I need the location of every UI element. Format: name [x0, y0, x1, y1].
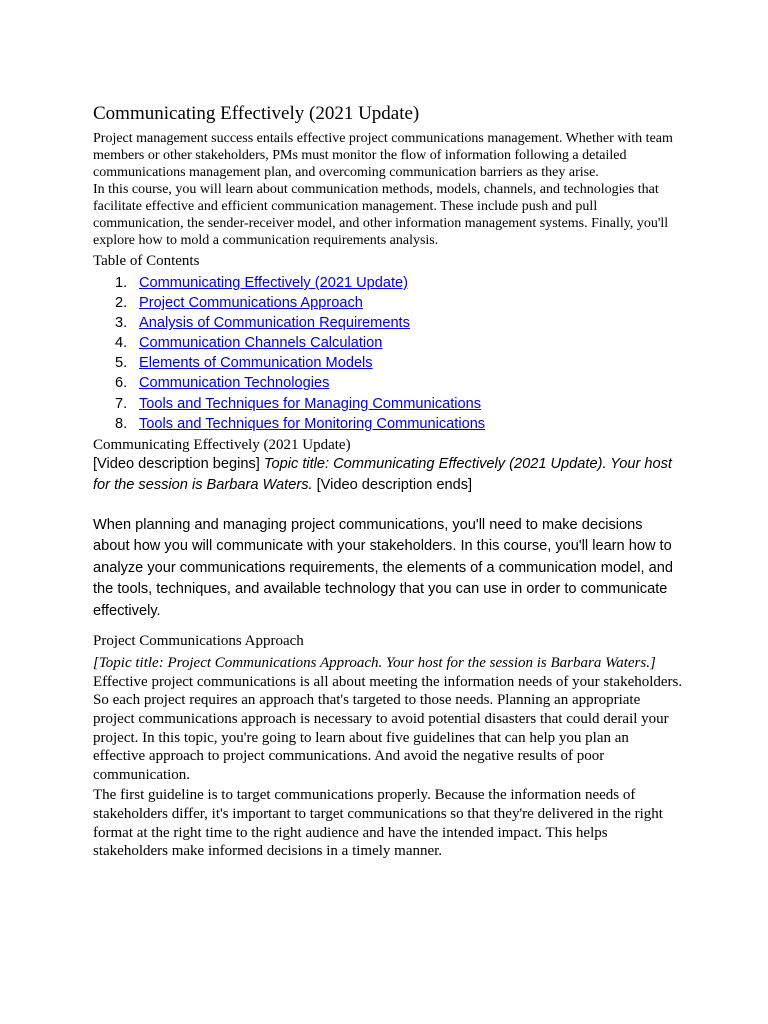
toc-number: 5.	[115, 355, 128, 372]
toc-item	[115, 353, 683, 373]
toc-link-analysis-of-communication-requirements[interactable]: Analysis of Communication Requirements	[139, 315, 410, 332]
toc-item	[115, 313, 683, 333]
toc-item	[115, 394, 683, 414]
toc-number: 8.	[115, 415, 128, 432]
toc-link-tools-managing-communications[interactable]: Tools and Techniques for Managing Communications	[139, 395, 482, 412]
section-heading-project-communications-approach: Project Communications Approach	[93, 633, 304, 650]
intro-paragraph-2: In this course, you will learn about communication methods, models, channels, and technologies that facilitate effective and efficient communication management. These include push and pull communication, the sender-receiver model, and other information management systems. Finally, you'll explore how to mold a communication requirements analysis.	[93, 182, 669, 248]
toc-heading: Table of Contents	[93, 253, 200, 269]
video-description	[93, 454, 683, 497]
section2-paragraph-1-text: Effective project communications is all about meeting the information needs of your stakeholders. So each project requires an approach that's targeted to those needs. Planning an appropriate project communications approach is necessary to avoid potential disasters that could derail your project. In this topic, you're going to learn about five guidelines that can help you plan an effective approach to project communications. And avoid the negative results of poor communication.	[93, 673, 683, 783]
toc-link-communication-channels-calculation[interactable]: Communication Channels Calculation	[139, 335, 383, 352]
toc-number: 4.	[115, 335, 128, 352]
toc-number: 6.	[115, 375, 128, 392]
section2-topic-title: [Topic title: Project Communications Approach. Your host for the session is Barbara Waters.]	[93, 655, 656, 672]
toc-number: 1.	[115, 275, 128, 291]
toc-item	[115, 333, 683, 353]
toc-link-tools-monitoring-communications[interactable]: Tools and Techniques for Monitoring Communications	[139, 415, 486, 432]
toc-link-project-communications-approach[interactable]: Project Communications Approach	[139, 295, 363, 312]
intro-paragraph-1: Project management success entails effective project communications management. Whether with team members or other stakeholders, PMs must monitor the flow of information following a detailed communications management plan, and overcoming communication barriers as they arise.	[93, 131, 673, 180]
table-of-contents	[93, 273, 683, 434]
video-topic-title: Topic title: Communicating Effectively (2021 Update). Your host for the session is Barbara Waters.	[93, 455, 672, 494]
toc-link-elements-of-communication-models[interactable]: Elements of Communication Models	[139, 355, 373, 372]
section2-paragraph-2: The first guideline is to target communications properly. Because the information needs of stakeholders differ, it's important to target communications so that they're delivered in the right format at the right time to the right audience and have the intended impact. This helps stakeholders make informed decisions in a timely manner.	[93, 787, 663, 860]
toc-link-communication-technologies[interactable]: Communication Technologies	[139, 375, 330, 392]
toc-item	[115, 373, 683, 393]
toc-number: 3.	[115, 315, 128, 332]
video-description-begin: [Video description begins]	[93, 455, 264, 472]
toc-link-communicating-effectively[interactable]: Communicating Effectively (2021 Update)	[139, 275, 409, 291]
toc-item	[115, 414, 683, 434]
toc-item	[115, 293, 683, 313]
section-heading-communicating-effectively: Communicating Effectively (2021 Update)	[93, 436, 351, 453]
section2-paragraph-1	[93, 654, 683, 784]
document-title: Communicating Effectively (2021 Update)	[93, 103, 420, 124]
document-page	[93, 102, 683, 861]
toc-number: 2.	[115, 295, 128, 312]
video-description-end: [Video description ends]	[312, 477, 473, 494]
toc-number: 7.	[115, 395, 128, 412]
section1-body: When planning and managing project communications, you'll need to make decisions about how you will communicate with your stakeholders. In this course, you'll learn how to analyze your communications requirements, the elements of a communication model, and the tools, techniques, and available technology that you can use in order to communicate effectively.	[93, 516, 673, 619]
toc-item	[115, 273, 683, 293]
